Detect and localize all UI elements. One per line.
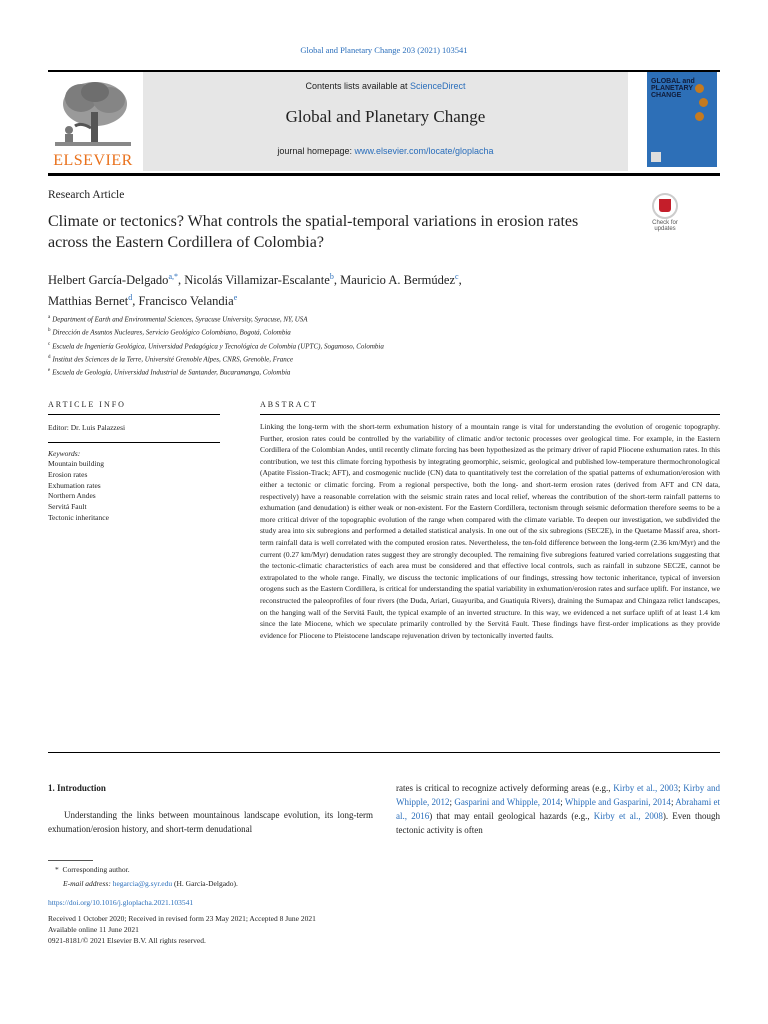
affiliation-item [48, 312, 648, 325]
cover-logo [651, 152, 661, 162]
abstract-text: Linking the long-term with the short-term exhumation history of a mountain range is vital for understanding the evolution of orogenic topography. Further, erosion rates could be controlled by the variability of climatic and/or tectonic processes over geological time. For example, in the Eastern Cordillera of the Colombian Andes, until recently climate forcing has been hypothesized as the primary driver of rapid Pliocene exhumation rates. In this contribution, we test this climate forcing hypothesis by integrating geomorphic, seismic, geological and published low-temperature thermochronological (Apatite Fission-Track; AFT), and cosmogenic nuclide (CN) data to quantitatively test the correlation of the spatial patterns of exhumation/erosion with either a tectonic or climatic forcing. From a regional perspective, both the long- and short-term erosion rates (derived from AFT and CN data, respectively) have a reasonable correlation with the seismic strain rates and local relief, whereas the contribution of the short-term rainfall patterns to exhumation (and denudation) is either weak or non-existent. For the Eastern Cordillera, tectonism through seismic deformation therefore seems to be a more critical driver of the topographic evolution of the range when compared with the climate variable. To deepen our investigation, we subdivided the study area into six subregions and performed a detailed statistical analysis. In one out of the six subregions (SEC2E), in the Quetame Massif area, short-term rainfall data is well correlated with the computed erosion rates. Nevertheless, the ten-fold difference between the long-term (2.36 km/Myr) and the current (0.27 km/Myr) denudation rates suggest they are strongly decoupled. The remaining five subregions featured varied correlations suggesting that the tectonic-climatic characteristics of each area must be considered and that effective local controls, such as rainfall in subzone SEC2E, cannot be extrapolated to the whole range. Finally, we discuss the tectonic implications of our findings, stressing how tectonic inheritance, typical of inversion orogens such as the Eastern Cordillera, is critical for understanding the spatial variability in exhumation/erosion rates and surface uplift. For instance, we reconstructed the paleoprofiles of four rivers (the Duda, Ariari, Guayuriba, and Guatiquía Rivers), draining the Sumapaz and Chingaza relict landscapes, on the hanging wall of the Servitá Fault, the typical example of an inverted structure. In this way, we evidenced a net surface uplift of at least 1.4 km since the late Miocene, which we speculate primarily controlled by the Servitá Fault. These findings have first-order implications as they provide evidence for Pliocene to Pleistocene landscape rejuvenation driven by tectonically inverted faults. [260, 422, 720, 640]
affiliation-mark: c [48, 341, 51, 347]
affiliation-mark: d [48, 354, 51, 360]
author-separator: , [178, 273, 185, 288]
copyright-line: 0921-8181/© 2021 Elsevier B.V. All rights reserved. [48, 936, 206, 946]
author-separator: , [458, 273, 462, 288]
keyword[interactable]: Servitá Fault [48, 502, 87, 512]
author-name[interactable]: Nicolás Villamizar-Escalante [184, 273, 330, 288]
affiliation-list [48, 312, 648, 379]
intro-paragraph-left: Understanding the links between mountainous landscape evolution, its long-term exhumation/erosion history, and short-term denudational [48, 810, 373, 834]
citation-link[interactable]: Kirby and Whipple, 2012 [396, 783, 720, 807]
email-note [63, 879, 238, 888]
affiliation-text: Institut des Sciences de la Terre, Université Grenoble Alpes, CNRS, Grenoble, France [52, 355, 293, 364]
cover-graphic [699, 98, 708, 107]
affiliation-mark: b [48, 328, 51, 334]
affiliation-item [48, 352, 648, 365]
sciencedirect-link[interactable]: ScienceDirect [410, 81, 466, 91]
contents-prefix: Contents lists available at [305, 81, 411, 91]
affiliation-text: Escuela de Geología, Universidad Industrial de Santander, Bucaramanga, Colombia [52, 368, 291, 377]
author-separator: , [132, 294, 139, 309]
affiliation-text: Dirección de Asuntos Nucleares, Servicio Geológico Colombiano, Bogotá, Colombia [52, 328, 291, 337]
received-dates: Received 1 October 2020; Received in revised form 23 May 2021; Accepted 8 June 2021 [48, 914, 316, 923]
article-type: Research Article [48, 189, 125, 201]
article-title: Climate or tectonics? What controls the spatial-temporal variations in erosion rates across the Eastern Cordillera of Colombia? [48, 213, 579, 251]
affiliation-mark: e [48, 368, 51, 374]
corresponding-author-text: Corresponding author. [62, 865, 130, 874]
author-affiliation-mark[interactable]: b [329, 272, 334, 281]
intro-text: ; [678, 783, 684, 793]
journal-masthead [48, 70, 720, 170]
masthead-info-box [143, 72, 628, 171]
keyword-list [48, 459, 109, 524]
publication-dates [48, 913, 316, 947]
intro-text: ; [449, 797, 455, 807]
bookmark-icon [652, 193, 678, 219]
elsevier-logo[interactable] [48, 78, 138, 170]
check-for-updates-label: Check for updates [652, 220, 678, 232]
divider [48, 752, 720, 753]
online-date: Available online 11 June 2021 [48, 925, 139, 935]
author-name[interactable]: Mauricio A. Bermúdez [340, 273, 455, 288]
intro-text: ). Even though tectonic activity is often [396, 811, 720, 835]
affiliation-text: Department of Earth and Environmental Sciences, Syracuse University, Syracuse, NY, USA [52, 315, 308, 324]
cover-title: GLOBAL and PLANETARY CHANGE [651, 78, 695, 99]
citation-link[interactable]: Gasparini and Whipple, 2014 [454, 797, 561, 807]
homepage-line [143, 146, 628, 156]
divider [260, 414, 720, 415]
intro-text: ; [670, 797, 676, 807]
affiliation-item [48, 365, 648, 378]
journal-title: Global and Planetary Change [285, 107, 486, 126]
email-link[interactable]: hegarcia@g.syr.edu [112, 879, 173, 888]
affiliation-text: Escuela de Ingeniería Geológica, Universidad Pedagógica y Tecnológica de Colombia (UPTC), Sogamoso, Colombia [52, 341, 384, 350]
journal-cover-image[interactable] [647, 72, 717, 167]
intro-text: rates is critical to recognize actively deforming areas (e.g., [396, 783, 614, 793]
check-for-updates-button[interactable] [645, 193, 685, 231]
footnote-divider [48, 860, 93, 861]
cover-graphic [695, 84, 704, 93]
editor-line: Editor: Dr. Luis Palazzesi [48, 423, 126, 432]
homepage-link[interactable]: www.elsevier.com/locate/gloplacha [354, 146, 494, 156]
intro-paragraph-right [396, 781, 720, 837]
elsevier-tree-icon [51, 78, 135, 150]
homepage-prefix: journal homepage: [277, 146, 355, 156]
author-name[interactable]: Francisco Velandia [138, 294, 234, 309]
article-info-heading: ARTICLE INFO [48, 400, 126, 409]
journal-reference[interactable]: Global and Planetary Change 203 (2021) 103541 [300, 45, 468, 55]
affiliation-mark: a [48, 315, 51, 320]
keyword[interactable]: Erosion rates [48, 469, 88, 479]
email-owner: (H. García-Delgado). [173, 879, 238, 888]
elsevier-wordmark: ELSEVIER [53, 152, 133, 169]
affiliation-item [48, 325, 648, 338]
citation-link[interactable]: Kirby et al., 2008 [593, 811, 663, 821]
divider [48, 414, 220, 415]
email-label: E-mail address: [63, 879, 111, 888]
citation-link[interactable]: Kirby et al., 2003 [613, 783, 678, 793]
author-affiliation-mark[interactable]: e [233, 293, 238, 303]
corresponding-author-note [55, 865, 130, 874]
divider [48, 442, 220, 443]
cover-graphic [695, 112, 704, 121]
author-affiliation-mark[interactable]: a,* [168, 272, 178, 281]
author-list [48, 268, 608, 310]
keyword[interactable]: Tectonic inheritance [48, 512, 109, 522]
keyword[interactable]: Mountain building [48, 459, 105, 468]
keyword[interactable]: Northern Andes [48, 491, 96, 501]
author-separator: , [333, 273, 341, 288]
intro-text: ) that may entail geological hazards (e.g., [429, 811, 594, 821]
contents-line [143, 81, 628, 91]
masthead-bottom-rule [48, 173, 720, 176]
section-heading-introduction: 1. Introduction [48, 783, 106, 793]
affiliation-item [48, 339, 648, 352]
keyword[interactable]: Exhumation rates [48, 480, 101, 490]
author-affiliation-mark[interactable]: c [455, 272, 459, 281]
author-name[interactable]: Matthias Bernet [48, 294, 129, 309]
doi-link[interactable]: https://doi.org/10.1016/j.gloplacha.2021.103541 [48, 898, 194, 907]
keywords-heading: Keywords: [48, 449, 81, 458]
intro-text: ; [560, 797, 565, 807]
citation-link[interactable]: Abrahami et al., 2016 [396, 797, 720, 821]
citation-link[interactable]: Whipple and Gasparini, 2014 [564, 797, 671, 807]
author-name[interactable]: Helbert García-Delgado [48, 273, 169, 288]
abstract-heading: ABSTRACT [260, 400, 318, 409]
asterisk-mark: * [55, 865, 63, 874]
author-affiliation-mark[interactable]: d [128, 293, 133, 303]
